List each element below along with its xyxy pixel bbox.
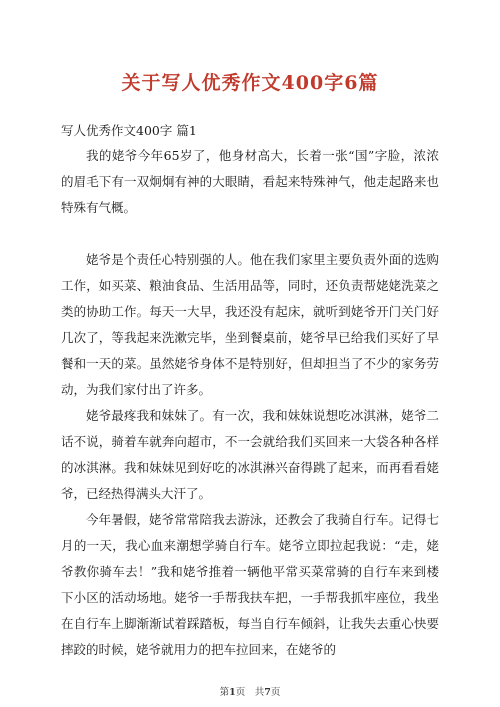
footer-page-number: 1 — [229, 687, 236, 698]
footer-total-pages: 7 — [264, 687, 271, 698]
paragraph-4: 今年暑假，姥爷常常陪我去游泳，还教会了我骑自行车。记得七月的一天，我心血来潮想学骑自行车。姥爷立即拉起我说：“走，姥爷教你骑车去！”我和姥爷推着一辆他平常买菜常骑的自行车来到楼下小区的活动场地。姥爷一手帮我扶车把，一手帮我抓牢座位，我坐在自行车上脚渐渐试着踩踏板，每当自行车倾斜，让我失去重心快要摔跤的时候，姥爷就用力的把车拉回来，在姥爷的 — [61, 512, 439, 657]
paragraph-3: 姥爷最疼我和妹妹了。有一次，我和妹妹说想吃冰淇淋，姥爷二话不说，骑着车就奔向超市，不一会就给我们买回来一大袋各种各样的冰淇淋。我和妹妹见到好吃的冰淇淋兴奋得跳了起来，而再看看姥爷，已经热得满头大汗了。 — [61, 408, 439, 501]
footer-suffix: 页 — [270, 687, 281, 698]
footer-prefix: 第 — [219, 687, 230, 698]
footer-middle: 页 共 — [235, 687, 265, 698]
paragraph-1: 我的姥爷今年65岁了，他身材高大，长着一张“国”字脸，浓浓的眉毛下有一双炯炯有神的大眼睛，看起来特殊神气，他走起路来也特殊有气概。 — [61, 148, 439, 215]
document-title: 关于写人优秀作文400字6篇 — [121, 72, 379, 94]
paragraph-2: 姥爷是个责任心特别强的人。他在我们家里主要负责外面的选购 工作，如买菜、粮油食品、生活用品等，同时，还负责帮姥姥洗菜之类的协助工作。每天一大早，我还没有起床，就听到姥爷开门关门好几次了，等我起来洗漱完毕，坐到餐桌前，姥爷早已给我们买好了早餐和一天的菜。虽然姥爷身体不是特别好，但却担当了不少的家务劳动，为我们家付出了许多。 — [61, 252, 439, 397]
page-footer — [0, 684, 500, 698]
essay-subtitle: 写人优秀作文400字 篇1 — [61, 123, 197, 138]
